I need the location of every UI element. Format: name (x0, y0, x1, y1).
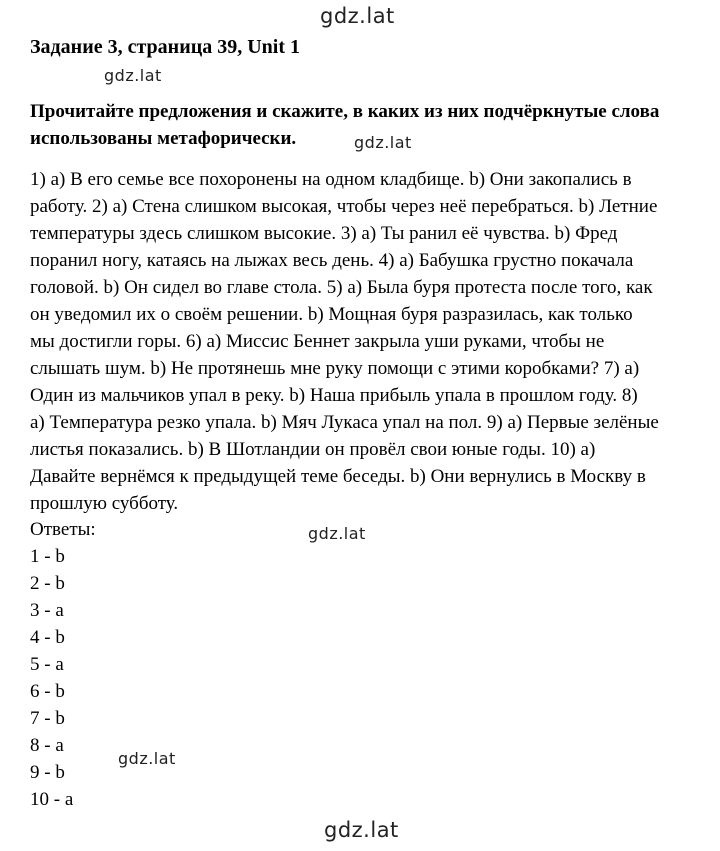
text-line: мы достигли горы. 6) a) Миссис Беннет закрыла уши руками, чтобы не (30, 331, 605, 352)
text-line: температуры здесь слишком высокие. 3) a) Ты ранил её чувства. b) Фред (30, 223, 618, 244)
answer-item: 1 - b (30, 546, 65, 567)
answer-item: 9 - b (30, 762, 65, 783)
answers-list (30, 516, 96, 813)
answer-item: 8 - a (30, 735, 64, 756)
watermark: gdz.lat (104, 66, 162, 85)
answer-item: 5 - a (30, 654, 64, 675)
text-line: головой. b) Он сидел во главе стола. 5) a) Была буря протеста после того, как (30, 277, 653, 298)
instruction (30, 98, 700, 152)
watermark: gdz.lat (354, 133, 412, 152)
answers-heading: Ответы: (30, 519, 96, 540)
answer-item: 2 - b (30, 573, 65, 594)
answer-item: 4 - b (30, 627, 65, 648)
answer-item: 10 - a (30, 789, 74, 810)
text-line: поранил ногу, катаясь на лыжах весь день. 4) a) Бабушка грустно покачала (30, 250, 634, 271)
answer-item: 6 - b (30, 681, 65, 702)
watermark: gdz.lat (320, 4, 395, 28)
text-line: он уведомил их о своём решении. b) Мощная буря разразилась, как только (30, 304, 633, 325)
watermark: gdz.lat (118, 749, 176, 768)
answer-item: 3 - a (30, 600, 64, 621)
text-line: слышать шум. b) Не протянешь мне руку помощи с этими коробками? 7) a) (30, 358, 640, 379)
text-line: Давайте вернёмся к предыдущей теме беседы. b) Они вернулись в Москву в (30, 466, 646, 487)
text-line: прошлую субботу. (30, 493, 179, 514)
instruction-line: использованы метафорически. (30, 128, 297, 149)
text-line: a) Температура резко упала. b) Мяч Лукаса упал на пол. 9) a) Первые зелёные (30, 412, 659, 433)
page-title: Задание 3, страница 39, Unit 1 (30, 36, 301, 58)
exercise-text (30, 166, 710, 517)
text-line: работу. 2) a) Стена слишком высокая, чтобы через неё перебраться. b) Летние (30, 196, 658, 217)
text-line: 1) a) В его семье все похоронены на одном кладбище. b) Они закопались в (30, 169, 632, 190)
watermark: gdz.lat (308, 524, 366, 543)
answer-item: 7 - b (30, 708, 65, 729)
instruction-line: Прочитайте предложения и скажите, в каких из них подчёркнутые слова (30, 101, 660, 122)
watermark: gdz.lat (324, 818, 399, 842)
text-line: листья показались. b) В Шотландии он провёл свои юные годы. 10) a) (30, 439, 596, 460)
text-line: Один из мальчиков упал в реку. b) Наша прибыль упала в прошлом году. 8) (30, 385, 638, 406)
